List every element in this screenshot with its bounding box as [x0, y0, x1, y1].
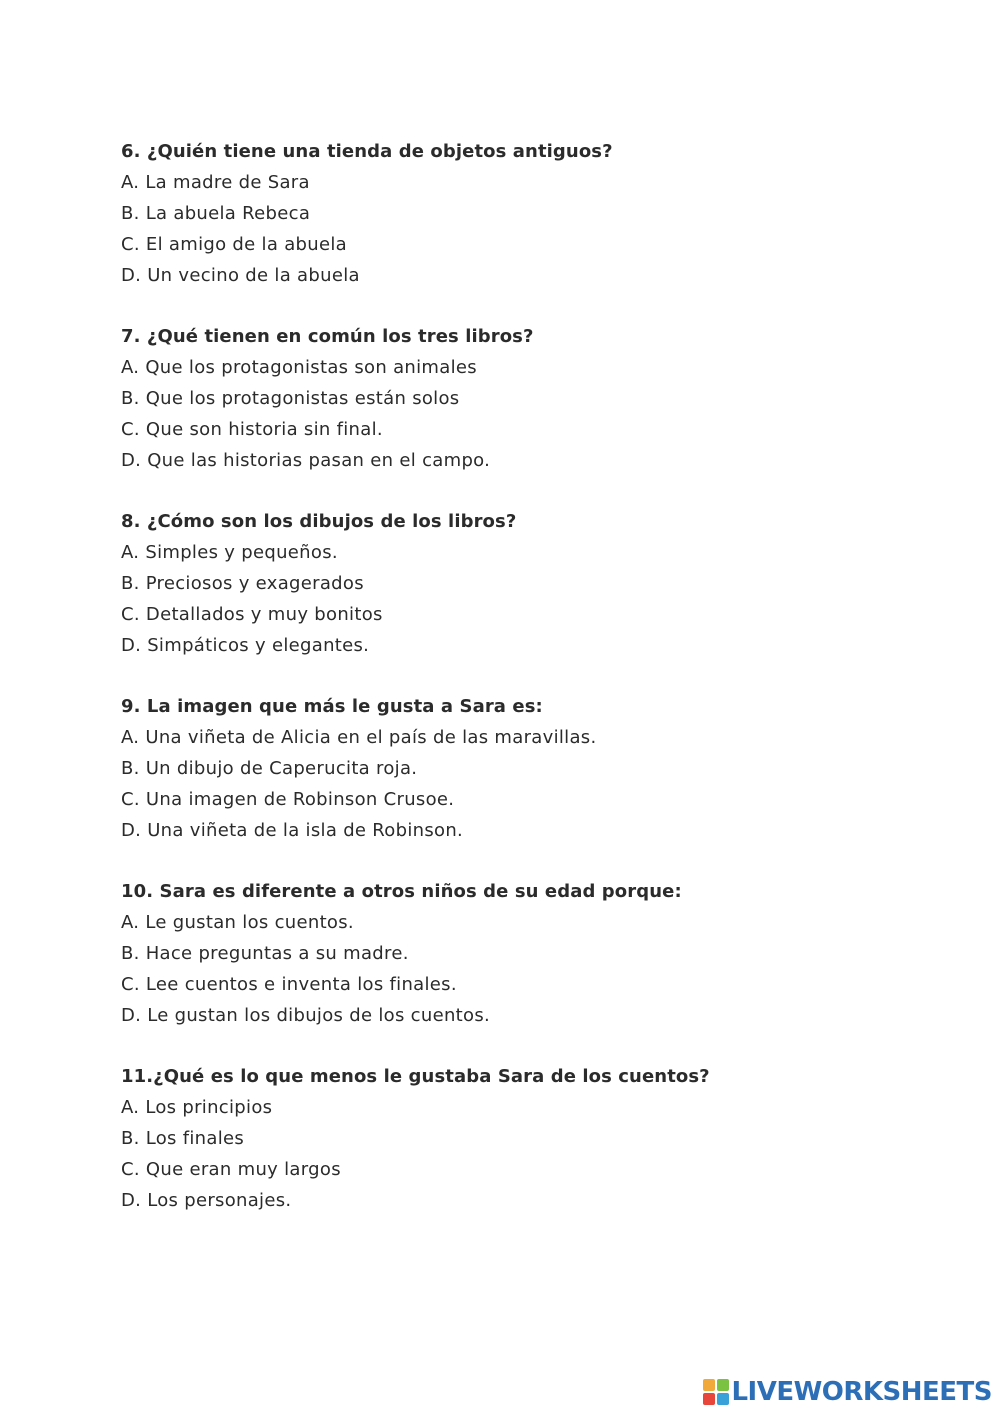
question-title: 8. ¿Cómo son los dibujos de los libros?: [121, 511, 517, 532]
question-8: [121, 506, 941, 661]
answer-option: B. Los finales: [121, 1128, 245, 1149]
answer-option: B. La abuela Rebeca: [121, 203, 311, 224]
answer-option: A. Simples y pequeños.: [121, 542, 338, 563]
question-title: 10. Sara es diferente a otros niños de su edad porque:: [121, 881, 682, 902]
logo-square: [717, 1379, 729, 1391]
question-6: [121, 136, 941, 291]
question-11: [121, 1061, 941, 1216]
answer-option: A. Le gustan los cuentos.: [121, 912, 354, 933]
answer-option: C. Que eran muy largos: [121, 1159, 341, 1180]
answer-option: D. Le gustan los dibujos de los cuentos.: [121, 1005, 491, 1026]
answer-option: D. Un vecino de la abuela: [121, 265, 360, 286]
question-9: [121, 691, 941, 846]
question-title: 9. La imagen que más le gusta a Sara es:: [121, 696, 543, 717]
answer-option: C. El amigo de la abuela: [121, 234, 347, 255]
question-title: 11.¿Qué es lo que menos le gustaba Sara de los cuentos?: [121, 1066, 710, 1087]
liveworksheets-logo-icon: [703, 1379, 729, 1405]
question-10: [121, 876, 941, 1031]
logo-square: [703, 1393, 715, 1405]
question-title: 7. ¿Qué tienen en común los tres libros?: [121, 326, 534, 347]
worksheet-page: [121, 136, 941, 1246]
answer-option: D. Simpáticos y elegantes.: [121, 635, 370, 656]
logo-square: [703, 1379, 715, 1391]
answer-option: C. Lee cuentos e inventa los finales.: [121, 974, 457, 995]
answer-option: C. Detallados y muy bonitos: [121, 604, 383, 625]
answer-option: B. Hace preguntas a su madre.: [121, 943, 409, 964]
answer-option: D. Los personajes.: [121, 1190, 292, 1211]
answer-option: A. Una viñeta de Alicia en el país de las maravillas.: [121, 727, 597, 748]
logo-square: [717, 1393, 729, 1405]
answer-option: A. Que los protagonistas son animales: [121, 357, 477, 378]
answer-option: D. Que las historias pasan en el campo.: [121, 450, 491, 471]
liveworksheets-brand: [703, 1377, 992, 1407]
answer-option: B. Preciosos y exagerados: [121, 573, 364, 594]
answer-option: A. Los principios: [121, 1097, 273, 1118]
answer-option: B. Un dibujo de Caperucita roja.: [121, 758, 418, 779]
answer-option: C. Una imagen de Robinson Crusoe.: [121, 789, 455, 810]
brand-name: LIVEWORKSHEETS: [731, 1377, 992, 1407]
answer-option: B. Que los protagonistas están solos: [121, 388, 460, 409]
answer-option: A. La madre de Sara: [121, 172, 310, 193]
question-title: 6. ¿Quién tiene una tienda de objetos antiguos?: [121, 141, 613, 162]
question-7: [121, 321, 941, 476]
answer-option: D. Una viñeta de la isla de Robinson.: [121, 820, 464, 841]
answer-option: C. Que son historia sin final.: [121, 419, 383, 440]
